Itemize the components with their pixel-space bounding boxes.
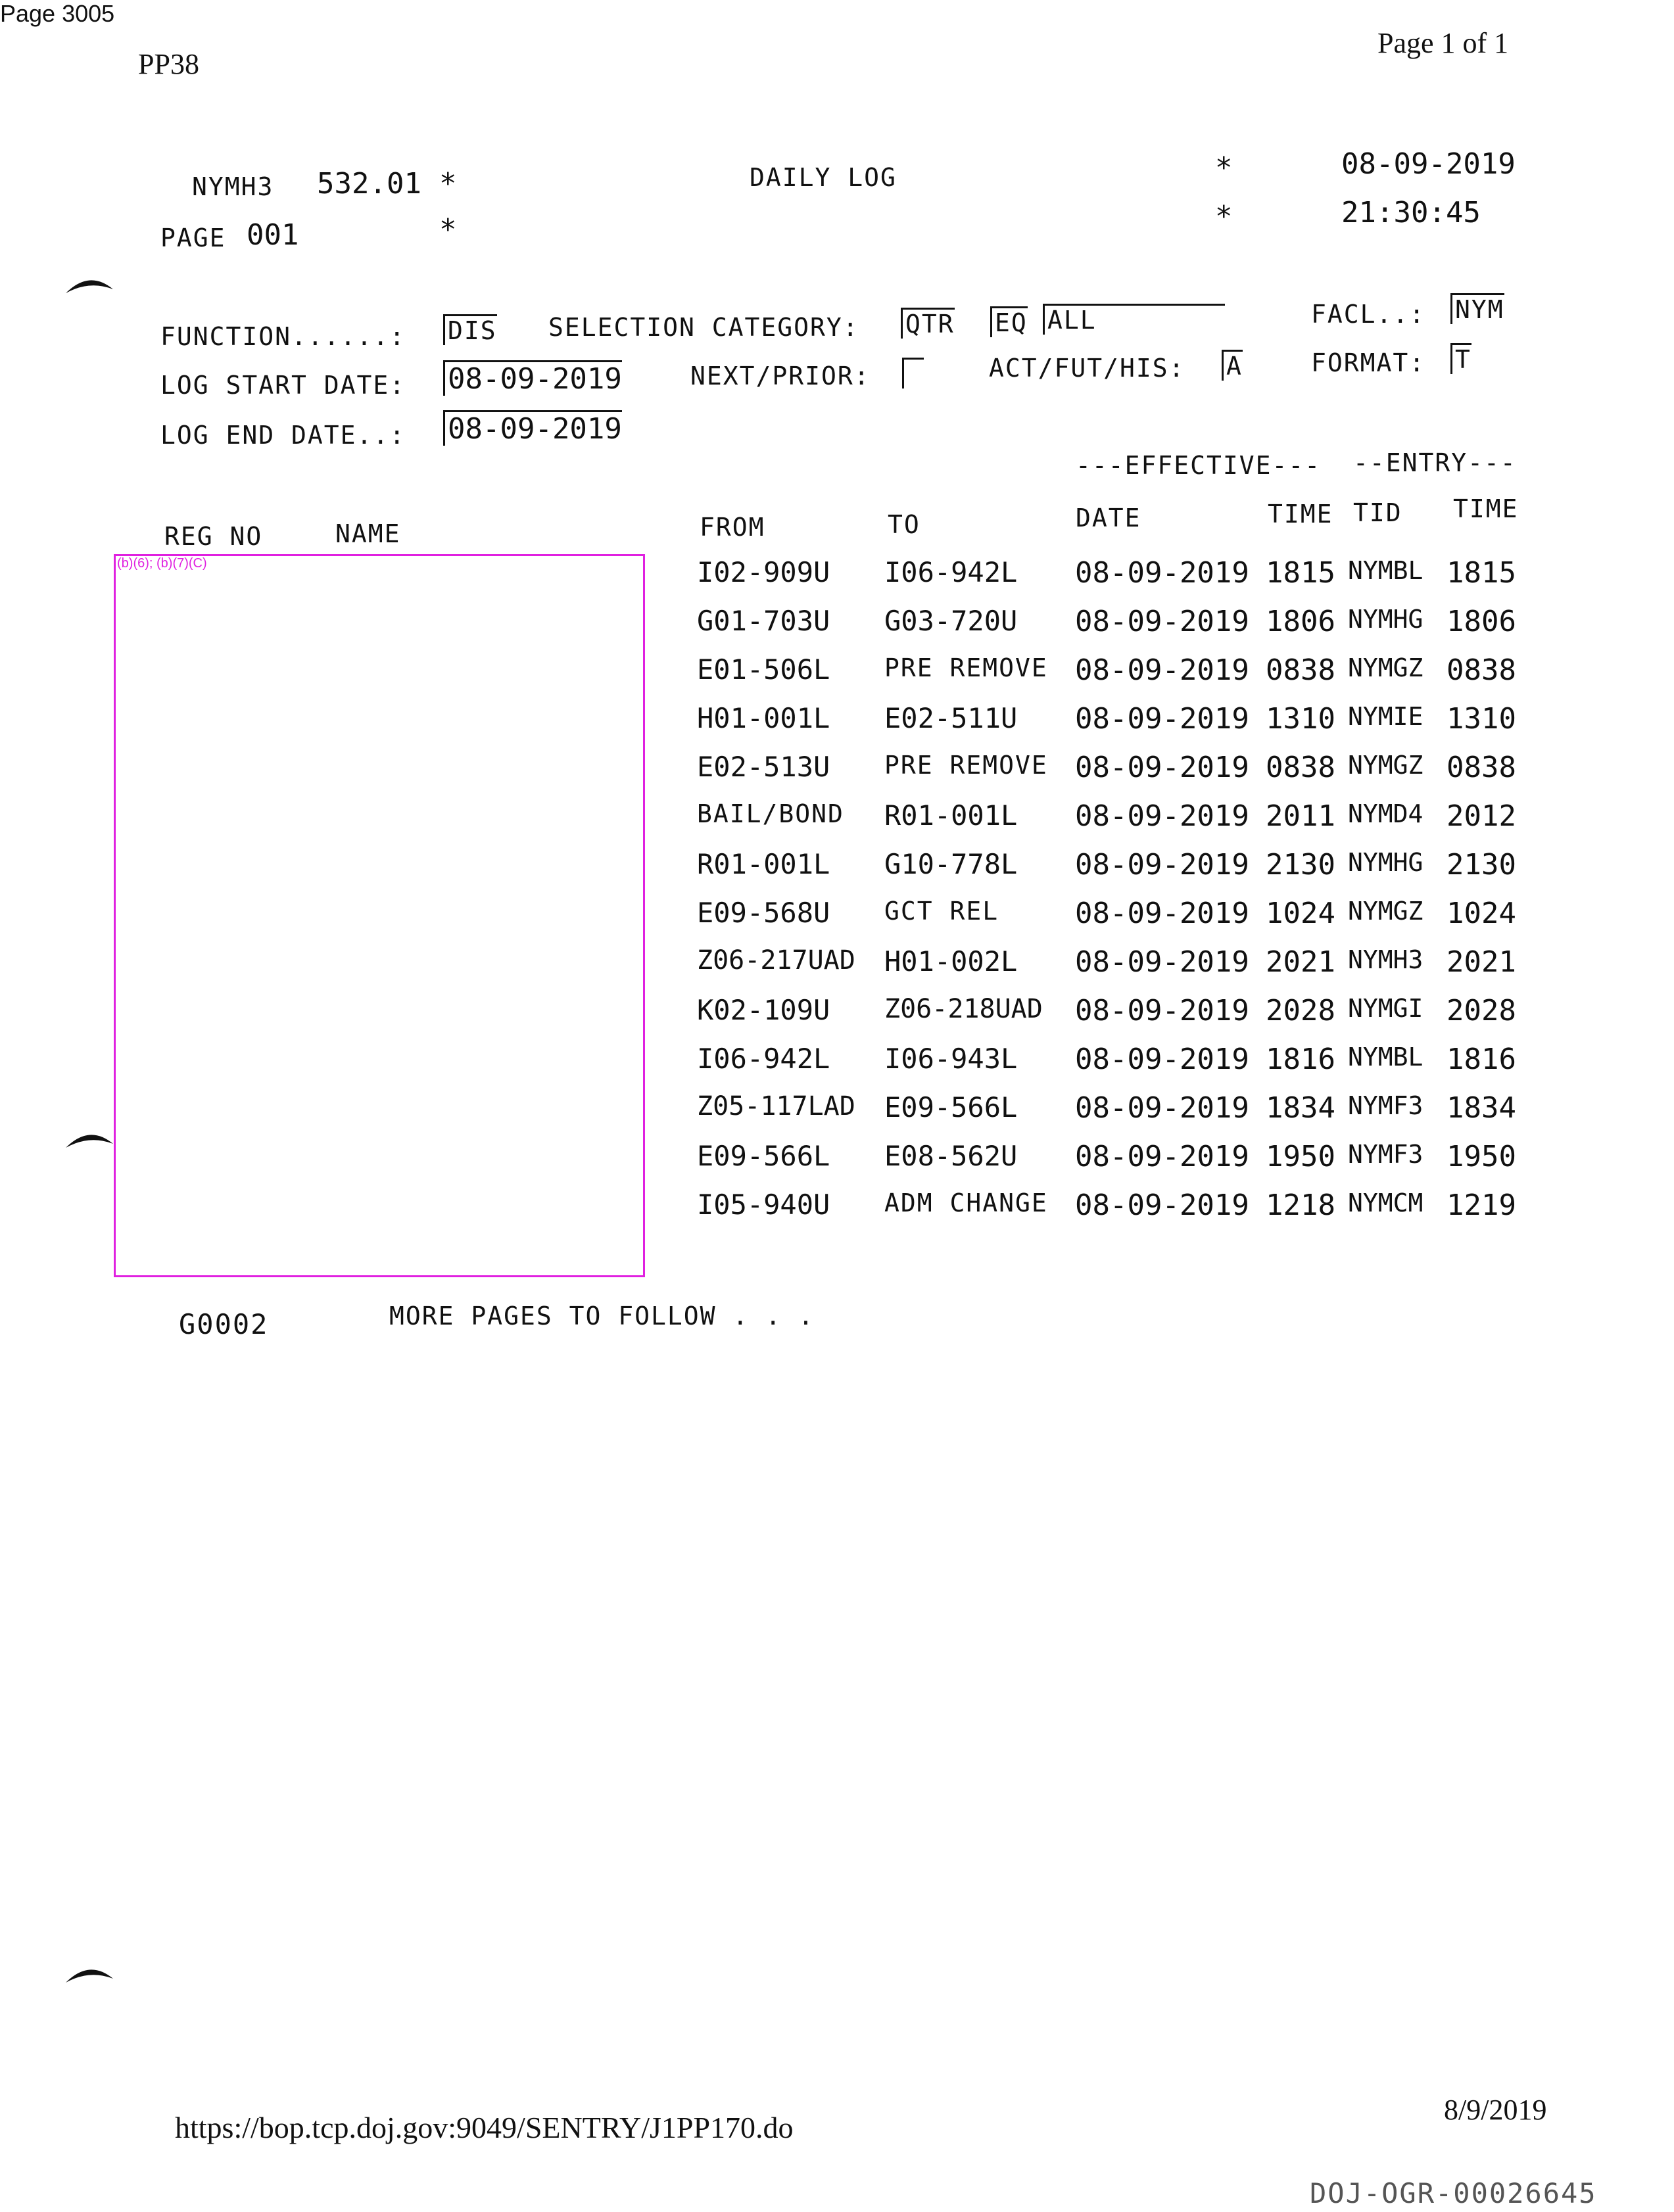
- cell-from: E02-513U: [697, 751, 830, 783]
- cell-time: 0838: [1266, 653, 1335, 687]
- cell-to: GCT REL: [884, 897, 999, 926]
- cell-entry-time: 2012: [1447, 799, 1516, 833]
- facl-label: FACL..:: [1311, 300, 1426, 329]
- next-prior-label: NEXT/PRIOR:: [690, 362, 871, 390]
- table-row: [697, 702, 1552, 751]
- cell-to: H01-002L: [884, 945, 1018, 977]
- selection-field-2: EQ: [990, 306, 1028, 337]
- cell-tid: NYMCM: [1348, 1188, 1423, 1217]
- log-end-date-field: 08-09-2019: [443, 410, 622, 446]
- cell-date: 08-09-2019: [1075, 799, 1249, 833]
- header-star: *: [439, 213, 457, 247]
- table-row: [697, 1043, 1552, 1091]
- page-stamp: Page 3005: [0, 0, 115, 27]
- cell-entry-time: 0838: [1447, 751, 1516, 784]
- function-label: FUNCTION......:: [160, 322, 406, 351]
- cell-to: E02-511U: [884, 702, 1018, 734]
- cell-date: 08-09-2019: [1075, 653, 1249, 687]
- table-row: [697, 897, 1552, 945]
- redaction-label: (b)(6); (b)(7)(C): [117, 556, 207, 571]
- col-to: TO: [888, 510, 921, 539]
- table-row: [697, 605, 1552, 653]
- table-row: [697, 799, 1552, 848]
- cell-from: I02-909U: [697, 556, 830, 588]
- cell-to: PRE REMOVE: [884, 653, 1048, 682]
- cell-time: 1024: [1266, 897, 1335, 930]
- cell-from: I06-942L: [697, 1043, 830, 1075]
- cell-from: E09-568U: [697, 897, 830, 929]
- col-tid: TID: [1353, 498, 1402, 527]
- cell-to: Z06-218UAD: [884, 994, 1043, 1024]
- table-row: [697, 1140, 1552, 1188]
- cell-entry-time: 1219: [1447, 1188, 1516, 1222]
- col-from: FROM: [700, 513, 765, 542]
- cell-from: R01-001L: [697, 848, 830, 880]
- cell-date: 08-09-2019: [1075, 945, 1249, 979]
- cell-time: 0838: [1266, 751, 1335, 784]
- cell-time: 1806: [1266, 605, 1335, 638]
- selection-field-1: QTR: [901, 308, 955, 339]
- redaction-box: [114, 554, 645, 1277]
- next-prior-field: [902, 358, 924, 388]
- col-entry-time: TIME: [1453, 494, 1519, 523]
- cell-from: K02-109U: [697, 994, 830, 1026]
- cell-tid: NYMD4: [1348, 799, 1423, 828]
- print-date: 8/9/2019: [1444, 2094, 1547, 2126]
- cell-entry-time: 2130: [1447, 848, 1516, 882]
- cell-to: I06-943L: [884, 1043, 1018, 1075]
- header-star: *: [1215, 151, 1233, 185]
- cell-entry-time: 1834: [1447, 1091, 1516, 1125]
- cell-tid: NYMGZ: [1348, 751, 1423, 780]
- cell-tid: NYMGZ: [1348, 897, 1423, 926]
- cell-time: 1950: [1266, 1140, 1335, 1173]
- cell-to: E08-562U: [884, 1140, 1018, 1172]
- cell-to: R01-001L: [884, 799, 1018, 832]
- log-start-date-field: 08-09-2019: [443, 360, 622, 396]
- function-field: DIS: [443, 314, 497, 345]
- cell-from: BAIL/BOND: [697, 799, 844, 828]
- cell-tid: NYMIE: [1348, 702, 1423, 731]
- cell-date: 08-09-2019: [1075, 751, 1249, 784]
- table-row: [697, 751, 1552, 799]
- cell-entry-time: 1950: [1447, 1140, 1516, 1173]
- cell-from: I05-940U: [697, 1188, 830, 1221]
- punch-hole-mark: [63, 1124, 116, 1150]
- cell-time: 2028: [1266, 994, 1335, 1027]
- table-row: [697, 945, 1552, 994]
- selection-category-label: SELECTION CATEGORY:: [548, 313, 859, 342]
- cell-entry-time: 1815: [1447, 556, 1516, 590]
- cell-to: E09-566L: [884, 1091, 1018, 1123]
- cell-tid: NYMF3: [1348, 1091, 1423, 1120]
- cell-entry-time: 1310: [1447, 702, 1516, 736]
- facl-field: NYM: [1450, 293, 1504, 324]
- cell-from: Z06-217UAD: [697, 945, 855, 976]
- source-url: https://bop.tcp.doj.gov:9049/SENTRY/J1PP170.do: [175, 2111, 794, 2144]
- cell-time: 1815: [1266, 556, 1335, 590]
- facility-code: NYMH3: [192, 172, 274, 201]
- bates-number: DOJ-OGR-00026645: [1310, 2177, 1597, 2209]
- col-name: NAME: [335, 519, 401, 548]
- cell-from: E09-566L: [697, 1140, 830, 1172]
- cell-date: 08-09-2019: [1075, 848, 1249, 882]
- col-time: TIME: [1268, 500, 1333, 529]
- cell-to: I06-942L: [884, 556, 1018, 588]
- cell-from: E01-506L: [697, 653, 830, 686]
- selection-field-3: ALL: [1043, 304, 1225, 335]
- table-row: [697, 848, 1552, 897]
- log-end-date-label: LOG END DATE..:: [160, 421, 406, 450]
- col-reg-no: REG NO: [164, 522, 263, 551]
- cell-entry-time: 1806: [1447, 605, 1516, 638]
- report-time: 21:30:45: [1341, 196, 1481, 229]
- table-row: [697, 994, 1552, 1043]
- cell-tid: NYMBL: [1348, 1043, 1423, 1071]
- punch-hole-mark: [63, 270, 116, 296]
- cell-entry-time: 1024: [1447, 897, 1516, 930]
- format-field: T: [1450, 343, 1471, 374]
- cell-date: 08-09-2019: [1075, 1091, 1249, 1125]
- cell-time: 2021: [1266, 945, 1335, 979]
- col-date: DATE: [1076, 504, 1141, 532]
- effective-group-header: ---EFFECTIVE---: [1076, 451, 1322, 480]
- cell-to: G10-778L: [884, 848, 1018, 880]
- log-start-date-label: LOG START DATE:: [160, 371, 406, 400]
- cell-to: PRE REMOVE: [884, 751, 1048, 780]
- cell-entry-time: 0838: [1447, 653, 1516, 687]
- cell-date: 08-09-2019: [1075, 1140, 1249, 1173]
- table-row: [697, 1188, 1552, 1237]
- table-row: [697, 1091, 1552, 1140]
- cell-from: H01-001L: [697, 702, 830, 734]
- cell-entry-time: 1816: [1447, 1043, 1516, 1076]
- cell-tid: NYMHG: [1348, 605, 1423, 634]
- cell-tid: NYMHG: [1348, 848, 1423, 877]
- header-star: *: [1215, 200, 1233, 233]
- table-row: [697, 556, 1552, 605]
- form-code: PP38: [138, 48, 199, 80]
- cell-from: G01-703U: [697, 605, 830, 637]
- cell-date: 08-09-2019: [1075, 1043, 1249, 1076]
- cell-tid: NYMGI: [1348, 994, 1423, 1023]
- punch-hole-mark: [63, 1959, 116, 1985]
- page-number: 001: [247, 218, 299, 252]
- cell-date: 08-09-2019: [1075, 994, 1249, 1027]
- page-title: DAILY LOG: [750, 163, 897, 192]
- more-pages-note: MORE PAGES TO FOLLOW . . .: [389, 1302, 815, 1330]
- cell-time: 1310: [1266, 702, 1335, 736]
- report-date: 08-09-2019: [1341, 147, 1516, 181]
- cell-tid: NYMBL: [1348, 556, 1423, 585]
- act-fut-his-field: A: [1222, 350, 1243, 381]
- cell-tid: NYMH3: [1348, 945, 1423, 974]
- cell-date: 08-09-2019: [1075, 897, 1249, 930]
- table-row: [697, 653, 1552, 702]
- cell-date: 08-09-2019: [1075, 1188, 1249, 1222]
- page-label: PAGE: [160, 224, 226, 252]
- cell-date: 08-09-2019: [1075, 702, 1249, 736]
- act-fut-his-label: ACT/FUT/HIS:: [989, 354, 1185, 383]
- version: 532.01: [317, 167, 421, 200]
- cell-to: ADM CHANGE: [884, 1188, 1048, 1217]
- cell-tid: NYMGZ: [1348, 653, 1423, 682]
- format-label: FORMAT:: [1311, 348, 1426, 377]
- cell-tid: NYMF3: [1348, 1140, 1423, 1169]
- cell-date: 08-09-2019: [1075, 556, 1249, 590]
- cell-entry-time: 2021: [1447, 945, 1516, 979]
- page-of: Page 1 of 1: [1377, 27, 1509, 59]
- cell-time: 2130: [1266, 848, 1335, 882]
- header-star: *: [439, 167, 457, 200]
- cell-time: 1218: [1266, 1188, 1335, 1222]
- cell-date: 08-09-2019: [1075, 605, 1249, 638]
- cell-from: Z05-117LAD: [697, 1091, 855, 1121]
- cell-time: 1816: [1266, 1043, 1335, 1076]
- cell-entry-time: 2028: [1447, 994, 1516, 1027]
- cell-to: G03-720U: [884, 605, 1018, 637]
- entry-group-header: --ENTRY---: [1353, 448, 1517, 477]
- footer-code: G0002: [179, 1308, 269, 1340]
- cell-time: 2011: [1266, 799, 1335, 833]
- cell-time: 1834: [1266, 1091, 1335, 1125]
